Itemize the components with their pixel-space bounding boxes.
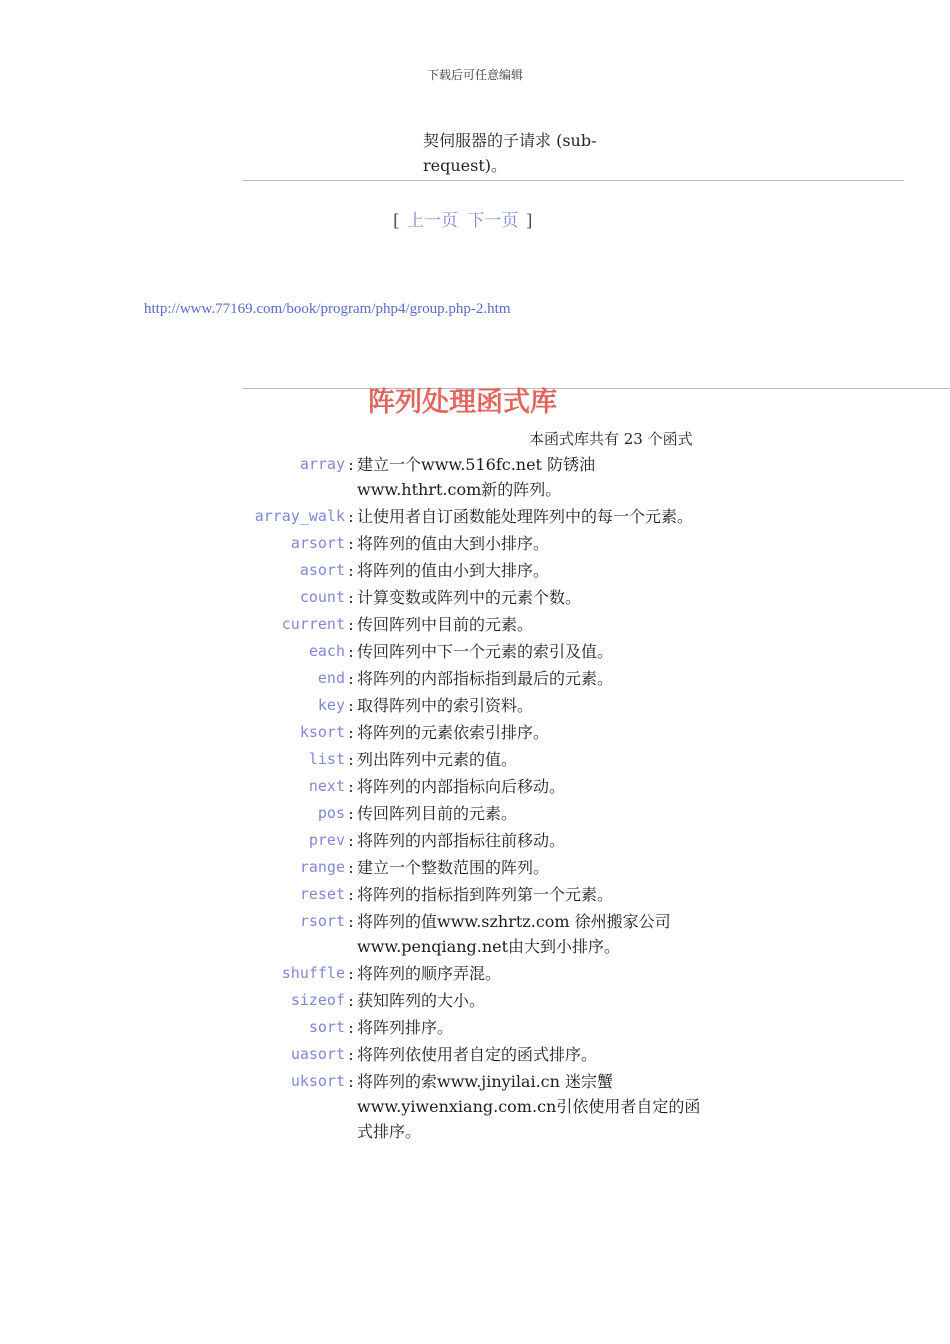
function-name-link[interactable]: sort	[308, 1018, 345, 1036]
separator-colon: :	[348, 912, 354, 931]
function-description: 将阵列排序。	[357, 1018, 454, 1037]
function-row	[0, 585, 950, 610]
function-name-link[interactable]: next	[308, 777, 345, 795]
function-name-link[interactable]: list	[308, 750, 345, 768]
function-description: 将阵列的值由大到小排序。	[357, 534, 550, 553]
separator-colon: :	[348, 669, 354, 688]
function-description: 列出阵列中元素的值。	[357, 750, 518, 769]
function-description: 取得阵列中的索引资料。	[357, 696, 534, 715]
function-description: 将阵列的内部指标向后移动。	[357, 777, 566, 796]
separator-colon: :	[348, 588, 354, 607]
page-navigation	[393, 206, 533, 231]
function-row	[0, 693, 950, 718]
function-description: 将阵列的内部指标指到最后的元素。	[357, 669, 614, 688]
header-note: 下载后可任意编辑	[426, 68, 523, 82]
function-row	[0, 774, 950, 799]
function-name-link[interactable]: arsort	[290, 534, 345, 552]
function-description: 传回阵列中下一个元素的索引及值。	[357, 642, 614, 661]
function-name-link[interactable]: asort	[299, 561, 345, 579]
separator-colon: :	[348, 507, 354, 526]
function-row	[0, 612, 950, 637]
function-row	[0, 1069, 950, 1144]
function-name-link[interactable]: count	[299, 588, 345, 606]
function-description: 传回阵列中目前的元素。	[357, 615, 534, 634]
nav-open-bracket: [	[393, 211, 400, 231]
function-name-link[interactable]: current	[281, 615, 345, 633]
separator-colon: :	[348, 534, 354, 553]
function-description: 建立一个整数范围的阵列。	[357, 858, 550, 877]
divider-top	[242, 180, 904, 181]
function-row	[0, 855, 950, 880]
function-name-link[interactable]: range	[299, 858, 345, 876]
function-description: 计算变数或阵列中的元素个数。	[357, 588, 582, 607]
function-row	[0, 988, 950, 1013]
function-name-link[interactable]: uksort	[290, 1072, 345, 1090]
function-row	[0, 747, 950, 772]
function-description: 将阵列的索www.jinyilai.cn 迷宗蟹 www.yiwenxiang.com.cn引依使用者自定的函式排序。	[357, 1072, 701, 1141]
function-name-link[interactable]: array	[299, 455, 345, 473]
separator-colon: :	[348, 615, 354, 634]
source-url-link[interactable]: http://www.77169.com/book/program/php4/group.php-2.htm	[144, 301, 511, 317]
function-row	[0, 452, 950, 502]
separator-colon: :	[348, 1072, 354, 1091]
separator-colon: :	[348, 561, 354, 580]
separator-colon: :	[348, 1018, 354, 1037]
separator-colon: :	[348, 885, 354, 904]
separator-colon: :	[348, 1045, 354, 1064]
function-description: 将阵列的内部指标往前移动。	[357, 831, 566, 850]
function-description: 将阵列的值由小到大排序。	[357, 561, 550, 580]
function-description: 将阵列的顺序弄混。	[357, 964, 502, 983]
function-row	[0, 531, 950, 556]
separator-colon: :	[348, 455, 354, 474]
function-row	[0, 882, 950, 907]
function-row	[0, 504, 950, 529]
function-row	[0, 909, 950, 959]
separator-colon: :	[348, 750, 354, 769]
function-name-link[interactable]: prev	[308, 831, 345, 849]
function-row	[0, 1042, 950, 1067]
function-description: 将阵列的指标指到阵列第一个元素。	[357, 885, 614, 904]
function-description: 建立一个www.516fc.net 防锈油 www.hthrt.com新的阵列。	[357, 455, 596, 499]
function-row	[0, 666, 950, 691]
function-name-link[interactable]: key	[317, 696, 345, 714]
function-row	[0, 828, 950, 853]
function-row	[0, 558, 950, 583]
separator-colon: :	[348, 858, 354, 877]
function-row	[0, 639, 950, 664]
separator-colon: :	[348, 991, 354, 1010]
function-description: 获知阵列的大小。	[357, 991, 486, 1010]
function-name-link[interactable]: array_walk	[254, 507, 345, 525]
function-name-link[interactable]: uasort	[290, 1045, 345, 1063]
function-name-link[interactable]: pos	[317, 804, 345, 822]
function-list	[0, 452, 950, 1146]
function-description: 让使用者自订函数能处理阵列中的每一个元素。	[357, 507, 694, 526]
function-count: 本函式库共有 23 个函式	[529, 430, 693, 448]
separator-colon: :	[348, 696, 354, 715]
separator-colon: :	[348, 723, 354, 742]
function-name-link[interactable]: end	[317, 669, 345, 687]
function-description: 传回阵列目前的元素。	[357, 804, 518, 823]
intro-text: 契伺服器的子请求 (sub-request)。	[423, 131, 597, 175]
separator-colon: :	[348, 804, 354, 823]
function-name-link[interactable]: each	[308, 642, 345, 660]
nav-close-bracket: ]	[525, 211, 533, 231]
separator-colon: :	[348, 831, 354, 850]
prev-page-link[interactable]: 上一页	[407, 211, 459, 231]
separator-colon: :	[348, 964, 354, 983]
function-name-link[interactable]: ksort	[299, 723, 345, 741]
function-name-link[interactable]: rsort	[299, 912, 345, 930]
function-description: 将阵列的元素依索引排序。	[357, 723, 550, 742]
function-row	[0, 720, 950, 745]
function-row	[0, 801, 950, 826]
function-name-link[interactable]: shuffle	[281, 964, 345, 982]
function-row	[0, 961, 950, 986]
function-description: 将阵列依使用者自定的函式排序。	[357, 1045, 598, 1064]
separator-colon: :	[348, 642, 354, 661]
next-page-link[interactable]: 下一页	[467, 211, 519, 231]
function-name-link[interactable]: reset	[299, 885, 345, 903]
function-description: 将阵列的值www.szhrtz.com 徐州搬家公司 www.penqiang.net由大到小排序。	[357, 912, 671, 956]
function-name-link[interactable]: sizeof	[290, 991, 345, 1009]
separator-colon: :	[348, 777, 354, 796]
function-row	[0, 1015, 950, 1040]
page-title: 阵列处理函式库	[368, 387, 557, 418]
